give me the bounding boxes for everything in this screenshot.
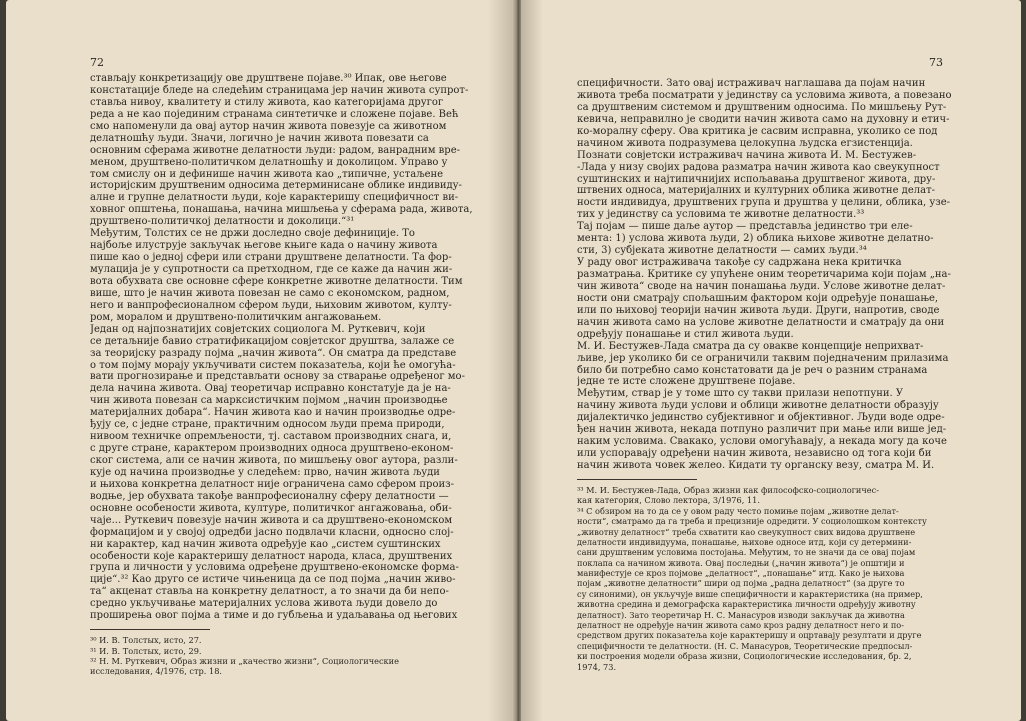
footnote-line: сани друштвеним условима постојања. Међутим, то не значи да се овај појам [577,547,916,558]
text-line: констатације бледе на следећим страницама јер начин живота супрот- [90,84,469,96]
footnote-line: 1974, 73. [577,661,617,672]
footnote-rule [577,479,697,480]
footnote-line: специфичности те делатности. (Н. С. Манасуров, Теоретические предпосыл- [577,640,913,651]
text-line: начином живота подразумева целокупна људска егзистенција. [577,137,913,149]
text-line: алне и групне делатности људи, које карактеришу специфичност ви- [90,192,459,204]
footnote-line: манифестује се кроз појмове „делатност“, „понашање“ итд. Како је њихова [577,568,905,579]
text-line: Међутим, ствар је у томе што су такви прилази непотпуни. У [577,388,904,400]
text-line: чаје... Руткевич повезује начин живота и са друштвено-економском [90,514,453,526]
text-line: Један од најпознатијих совјетских социолога М. Руткевич, који [90,323,426,335]
text-line: М. И. Бестужев-Лада сматра да су овакве концепције неприхват- [577,340,924,352]
text-line: наким условима. Свакако, услови омогућавају, а некада могу да коче [577,436,947,448]
text-line: ског система, али се начин живота, по мишљењу овог аутора, разли- [90,455,458,466]
text-line: ховног општења, понашања, начина мишљења у сферама рада, живота, [90,204,473,216]
text-line: ђен начин живота, некада потпуно различит при мање или више јед- [577,424,947,436]
text-line: проширења овог појма а тиме и до губљења и удаљавања од његових [90,610,458,622]
text-line: о том појму морају укључивати систем показатеља, који ће омогућа- [90,359,456,371]
footnote-line: ³³ М. И. Бестужев-Лада, Образ жизни как философско-социологичес- [577,484,879,495]
text-line: специфичности. Зато овај истраживач наглашава да појам начин [577,78,926,89]
text-line: У раду овог истраживача такође су садржана нека критичка [577,257,902,269]
text-line: ни карактер, кад начин живота одређује као „систем суштинских [90,538,441,550]
left-page-body [90,73,476,677]
text-line: с друге стране, карактером производних односа друштвено-економ- [90,443,454,455]
text-line: ставља нивоу, квалитету и стилу живота, као категоријама другог [90,96,444,108]
text-line: делатношћу људи. Значи, логично је начин живота повезати са [90,132,429,144]
text-line: дела начина живота. Овај теоретичар исправно констатује да је на- [90,383,451,395]
text-line: Међутим, Толстих се не држи доследно своје дефиниције. То [90,228,415,240]
text-line: или по њиховој теорији начин живота људи. Други, напротив, своде [577,304,940,316]
footnote-line: ³² Н. М. Руткевич, Образ жизни и „качество жизни“, Социологические [90,655,399,666]
footnote-line: средством других показатеља које карактеришу и оцртавају резултати и друге [577,630,922,641]
footnote-line: делатност не одређује начин живота само кроз радну делатност него и по- [577,620,904,631]
text-line: вота обухвата све основне сфере конкретне животне делатности. Тим [90,275,463,287]
right-text-block [577,78,961,472]
text-line: ром, моралом и друштвено-политичким ангажовањем. [90,311,382,323]
text-line: та“ акценат ставља на конкретну делатност, а то значи да би непо- [90,586,449,598]
text-line: живота треба посматрати у јединству са условима живота, а повезано [577,89,952,101]
footnote-line: кая категория, Слово лектора, 3/1976, 11. [577,495,760,506]
text-line: нивоом техничке опремљености, тј. саставом производних снага, и, [90,431,452,443]
text-line: смо напоменули да овај аутор начин живота повезује са животном [90,120,447,132]
text-line: чин живота повезан са марксистичким појмом „начин производње [90,395,448,407]
text-line: ности они сматрају спољашњим фактором који одређује понашање, [577,292,939,304]
right-footnotes [577,485,961,672]
text-line: једне те исте сложене друштвене појаве. [577,376,796,388]
left-page [6,0,514,721]
footnote-line: поклапа са начином живота. Овај последњи („начин живота“) је општији и [577,557,905,568]
text-line: основним сферама животне делатности људи: радом, ванрадним вре- [90,144,460,156]
footnote-rule [90,629,210,630]
text-line: него и ванпрофесионалном сфером људи, њиховим животом, култу- [90,299,452,311]
text-line: сти, 3) субјеката животне делатности — самих људи.³⁴ [577,245,867,257]
footnote-line: ности“, сматрамо да га треба и прецизније одредити. У социолошком контексту [577,516,927,527]
text-line: одређују понашање и стил живота људи. [577,328,794,340]
text-line: водње, јер обухвата такође ванпрофесионалну сферу делатности — [90,490,449,502]
text-line: историјским друштвеним односима детерминисане облике индивиду- [90,180,462,192]
text-line: реда а не као појединим странама синтетичке и сложене појаве. Већ [90,108,459,120]
text-line: дијалектичко јединство субјективног и објективног. Људи воде одре- [577,412,945,424]
text-line: ко-моралну сферу. Ова критика је сасвим исправна, уколико се под [577,125,938,137]
text-line: мулација је у супротности са претходном, где се каже да начин жи- [90,264,453,275]
text-line: ђују се, с једне стране, практичним односом људи према природи, [90,419,445,431]
text-line: ције“.³² Као друго се истиче чињеница да се под појма „начин живо- [90,574,456,586]
text-line: особености које карактеришу делатност народа, класа, друштвених [90,550,453,562]
text-line: том смислу он и дефинише начин живота као „типичне, устаљене [90,168,444,180]
text-line: Тај појам — пише даље аутор — представља јединство три еле- [577,221,913,233]
text-line: за теоријску разраду појма „начин живота“. Он сматра да представе [90,347,457,359]
text-line: меном, друштвено-политичком делатношћу и доколицом. Управо у [90,156,448,168]
text-line: или успоравају одређени начин живота, независно од тога који би [577,448,932,460]
footnote-line: исследования, 4/1976, стр. 18. [90,666,223,677]
text-line: материјалних добара“. Начин живота као и начин производње одре- [90,407,456,419]
text-line: средно укључивање материјалних услова живота људи довело до [90,598,438,610]
text-line: разматрања. Критике су упућене оним теоретичарима који појам „на- [577,269,951,280]
text-line: група и личности у условима одређене друштвено-економске форма- [90,562,459,574]
text-line: кевича, неправилно је сводити начин живота само на духовну и етич- [577,113,950,125]
text-line: начин живота само на услове животне делатности и сматрају да они [577,316,945,328]
text-line: -Лада у низу својих радова разматра начин живота као свеукупност [577,161,940,173]
text-line: начину живота људи услови и облици животне делатности образују [577,400,939,412]
text-line: стављају конкретизацију ове друштвене појаве.³⁰ Ипак, ове његове [90,73,447,84]
right-page-body [577,78,961,672]
footnote-line: ³¹ И. В. Толстых, исто, 29. [90,645,202,656]
left-text-block [90,73,476,622]
right-page [521,0,1021,721]
text-line: кује од начина производње у следећем: прво, начин живота људи [90,466,440,478]
footnote-line: делатности индивидуума, понашање, њихове односе итд, који су детермини- [577,536,912,547]
text-line: вати прогнозирање и представљати основу за стварање одређеног мо- [90,371,465,383]
page-number-right: 73 [929,56,943,69]
text-line: ности индивидуа, друштвених група и друштва у целини, облика, узе- [577,197,951,209]
footnote-line: појам „животне делатности“ шири од појма „радна делатност“ (за друге то [577,578,905,589]
text-line: чин живота“ своде на начин понашања људи. Услове животне делат- [577,280,946,292]
left-footnotes [90,635,476,677]
text-line: љиве, јер уколико би се ограничили таквим поједначеним прилазима [577,352,949,364]
text-line: штвених односа, материјалних и културних облика животне делат- [577,185,935,197]
text-line: се детаљније бавио стратификацијом совјетског друштва, залаже се [90,335,455,347]
footnote-line: ³⁰ И. В. Толстых, исто, 27. [90,635,202,646]
footnote-line: делатност). Зато теоретичар Н. С. Манасуров изводи закључак да животна [577,609,905,620]
text-line: суштинских и најтипичнијих испољавања друштвеног живота, дру- [577,173,936,185]
text-line: тих у јединству са условима те животне делатности.³³ [577,209,865,221]
page-number-left: 72 [90,56,104,69]
footnote-line: „животну делатност“ треба схватити као свеукупност свих видова друштвене [577,526,916,537]
text-line: пише као о једној сфери или страни друштвене делатности. Та фор- [90,252,452,264]
text-line: формацијом и у својој одредби јасно подвлачи класни, односно слој- [90,526,454,538]
text-line: најбоље илуструје закључак његове књиге када о начину живота [90,240,438,252]
text-line: и њихова конкретна делатност није ограничена само сфером произ- [90,478,454,490]
text-line: Познати совјетски истраживач начина живота И. М. Бестужев- [577,149,917,161]
text-line: више, што је начин живота повезан не само с економском, радном, [90,287,450,299]
text-line: са друштвеним системом и друштвеним односима. По мишљењу Рут- [577,101,947,113]
text-line: основне особености живота, културе, политичког ангажовања, оби- [90,502,452,514]
text-line: било би потребно само констатовати да је реч о разним странама [577,364,928,376]
footnote-line: ³⁴ С обзиром на то да се у овом раду често помиње појам „животне делат- [577,505,899,516]
text-line: начин живота човек желео. Кидати ту органску везу, сматра М. И. [577,460,935,471]
footnote-line: животна средина и демографска карактеристика личности одређују животну [577,599,916,610]
footnote-line: ки построения модели образа жизни, Социологические исследования, бр. 2, [577,651,912,662]
footnote-line: су синоними), он укључује више специфичности и карактеристика (на пример, [577,588,923,599]
text-line: мента: 1) услова живота људи, 2) облика њихове животне делатно- [577,233,934,245]
text-line: друштвено-политичкој делатности и доколици.“³¹ [90,216,355,228]
